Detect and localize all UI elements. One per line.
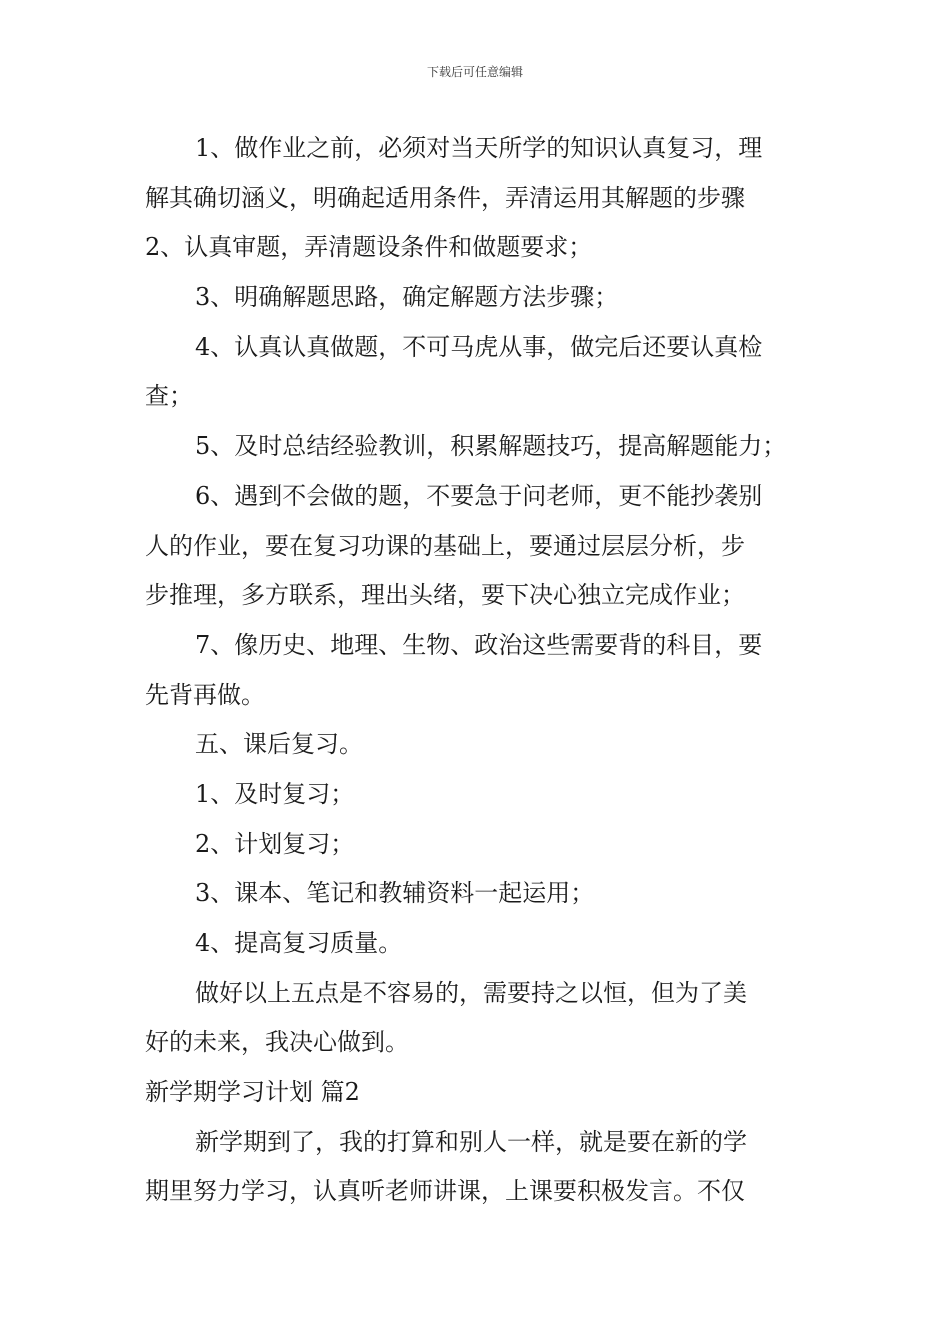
text-line: 7、像历史、地理、生物、政治这些需要背的科目，要 [195, 630, 763, 659]
text-line: 6、遇到不会做的题，不要急于问老师，更不能抄袭别 [195, 481, 763, 510]
text-line: 好的未来，我决心做到。 [145, 1028, 409, 1057]
text-line: 1、做作业之前，必须对当天所学的知识认真复习，理 [195, 134, 763, 162]
text-line: 步推理，多方联系，理出头绪，要下决心独立完成作业； [145, 581, 745, 610]
text-line: 2、认真审题，弄清题设条件和做题要求； [145, 233, 593, 262]
text-line: 5、及时总结经验教训，积累解题技巧，提高解题能力； [195, 432, 787, 461]
text-line: 4、提高复习质量。 [195, 929, 403, 957]
text-line: 新学期到了，我的打算和别人一样，就是要在新的学 [195, 1127, 747, 1156]
text-line: 做好以上五点是不容易的，需要持之以恒，但为了美 [195, 978, 747, 1007]
document-body [145, 124, 810, 1217]
text-line: 解其确切涵义，明确起适用条件，弄清运用其解题的步骤 [145, 183, 745, 212]
text-line: 3、课本、笔记和教辅资料一起运用； [195, 879, 595, 908]
page-header: 下载后可任意编辑 [426, 65, 523, 79]
text-line: 五、课后复习。 [195, 730, 363, 759]
text-line: 1、及时复习； [195, 779, 355, 808]
text-line: 期里努力学习，认真听老师讲课，上课要积极发言。不仅 [145, 1177, 745, 1206]
text-line: 人的作业，要在复习功课的基础上，要通过层层分析，步 [145, 531, 745, 560]
text-line: 2、计划复习； [195, 829, 355, 858]
text-line: 4、认真认真做题，不可马虎从事，做完后还要认真检 [195, 332, 763, 361]
text-line: 查； [145, 382, 193, 411]
text-line: 先背再做。 [145, 680, 265, 709]
section-heading: 新学期学习计划 篇2 [145, 1078, 360, 1107]
text-line: 3、明确解题思路，确定解题方法步骤； [195, 283, 619, 312]
